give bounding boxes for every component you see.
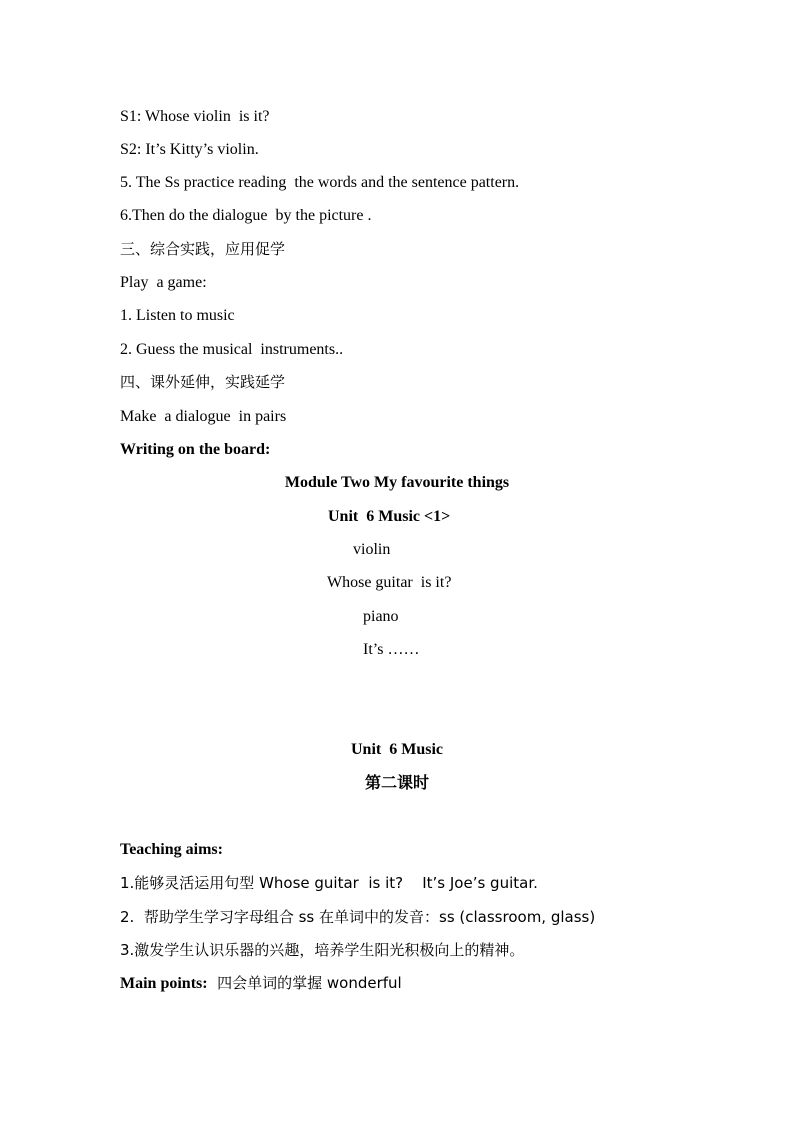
main-points [120, 973, 402, 994]
dialogue-line-s1: S1: Whose violin is it? [120, 108, 270, 125]
dialogue-line-s2: S2: It’s Kitty’s violin. [120, 141, 259, 158]
teaching-aim-1: 1.能够灵活运用句型 Whose guitar is it? It’s Joe’s guitar. [120, 874, 538, 892]
step-5: 5. The Ss practice reading the words and the sentence pattern. [120, 174, 520, 191]
board-module-title: Module Two My favourite things [284, 474, 510, 491]
lesson-period-title: 第二课时 [364, 773, 429, 792]
game-item-2: 2. Guess the musical instruments.. [120, 341, 344, 358]
teaching-aim-2: 2. 帮助学生学习字母组合 ss 在单词中的发音：ss (classroom, glass) [120, 908, 596, 926]
board-word-piano: piano [363, 608, 399, 625]
section-3-heading: 三、综合实践，应用促学 [120, 240, 286, 258]
board-heading: Writing on the board: [120, 441, 271, 458]
board-answer: It’s …… [363, 641, 420, 658]
board-unit-title: Unit 6 Music <1> [328, 508, 451, 525]
step-6: 6.Then do the dialogue by the picture . [120, 207, 372, 224]
board-sentence: Whose guitar is it? [327, 574, 452, 591]
teaching-aims-heading: Teaching aims: [120, 841, 223, 858]
board-word-violin: violin [353, 541, 391, 558]
section-4-heading: 四、课外延伸，实践延学 [120, 373, 286, 391]
homework-task: Make a dialogue in pairs [120, 408, 287, 425]
game-item-1: 1. Listen to music [120, 307, 235, 324]
teaching-aim-3: 3.激发学生认识乐器的兴趣，培养学生阳光积极向上的精神。 [120, 941, 525, 959]
main-points-label: Main points: [120, 975, 208, 992]
game-intro: Play a game: [120, 274, 207, 291]
main-points-text: 四会单词的掌握 wonderful [207, 974, 402, 992]
lesson-unit-title: Unit 6 Music [351, 741, 443, 758]
